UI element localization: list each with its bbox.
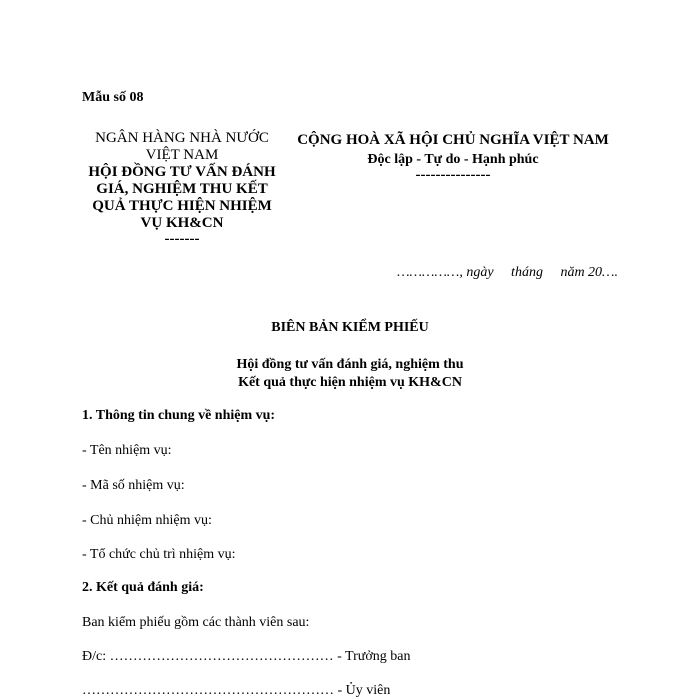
right-header-separator: --------------- [415,167,491,183]
field-task-name: - Tên nhiệm vụ: [82,443,172,458]
national-header [288,130,618,183]
form-number: Mẫu số 08 [82,90,144,105]
section2-heading: 2. Kết quả đánh giá: [82,580,204,595]
document-subtitle [0,356,700,392]
subtitle-line2: Kết quả thực hiện nhiệm vụ KH&CN [238,375,462,390]
left-header-separator: ------- [164,231,200,247]
republic-name: CỘNG HOÀ XÃ HỘI CHỦ NGHĨA VIỆT NAM [297,132,609,148]
field-task-code: - Mã số nhiệm vụ: [82,478,185,493]
council-name-line3: QUẢ THỰC HIỆN NHIỆM [92,198,272,214]
council-name-line4: VỤ KH&CN [140,215,224,231]
agency-name-line1: NGÂN HÀNG NHÀ NƯỚC [95,130,269,146]
national-motto: Độc lập - Tự do - Hạnh phúc [367,152,539,167]
agency-name-line2: VIỆT NAM [145,147,219,163]
council-name-line2: GIÁ, NGHIỆM THU KẾT [96,181,268,197]
member-line: ……………………………………………… - Ủy viên [82,683,391,698]
member-head-line: Đ/c: ………………………………………… - Trưởng ban [82,649,411,664]
date-line: ……………, ngày tháng năm 20…. [397,265,618,280]
council-name-line1: HỘI ĐỒNG TƯ VẤN ĐÁNH [88,164,276,180]
document-title: BIÊN BẢN KIỂM PHIẾU [271,320,429,335]
section1-heading: 1. Thông tin chung về nhiệm vụ: [82,408,276,423]
field-host-organization: - Tổ chức chủ trì nhiệm vụ: [82,547,236,562]
committee-intro: Ban kiểm phiếu gồm các thành viên sau: [82,615,310,630]
field-task-leader: - Chủ nhiệm nhiệm vụ: [82,513,212,528]
issuing-agency-header [82,130,282,246]
subtitle-line1: Hội đồng tư vấn đánh giá, nghiệm thu [236,357,464,372]
